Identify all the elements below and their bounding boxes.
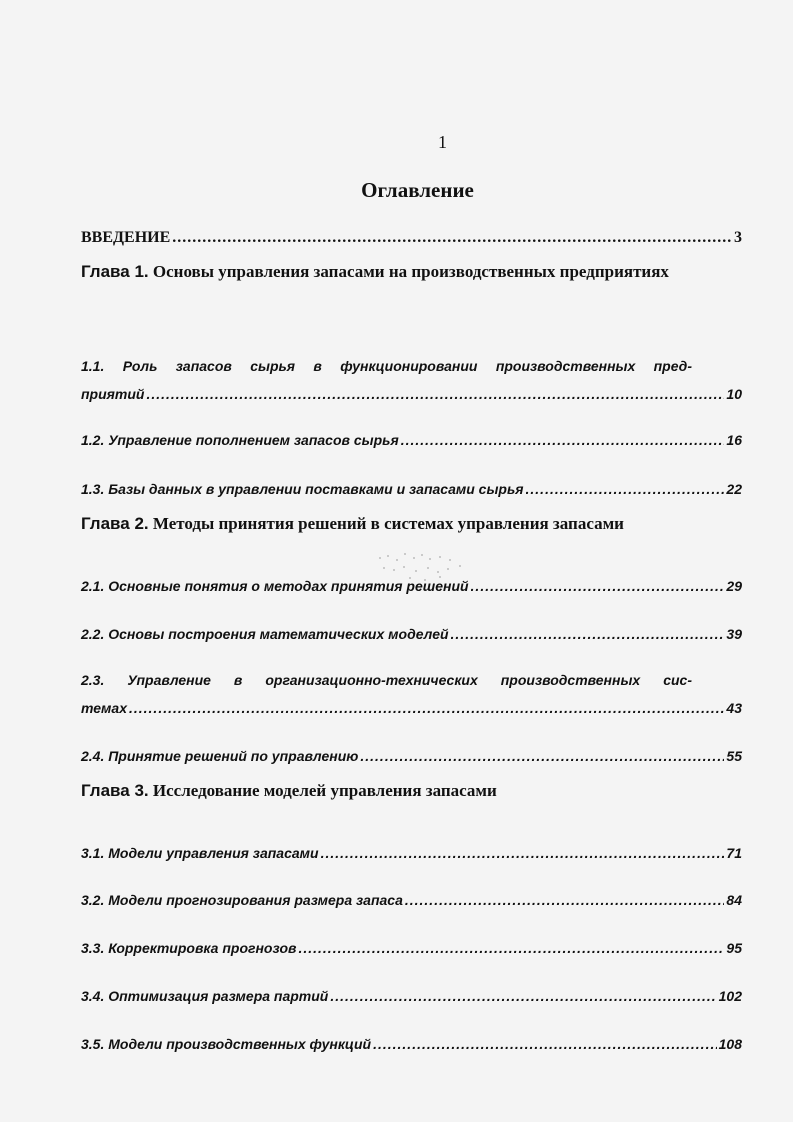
chapter-prefix: Глава 2.: [81, 514, 149, 533]
dot-leader: [298, 940, 724, 956]
toc-entry[interactable]: [81, 940, 742, 956]
toc-entry[interactable]: [81, 845, 742, 861]
toc-entry-page: 16: [726, 432, 742, 448]
toc-entry-page: 43: [726, 700, 742, 716]
toc-entry-label: 3.2. Модели прогнозирования размера запаса: [81, 892, 403, 908]
toc-entry-page: 95: [726, 940, 742, 956]
chapter-title: Исследование моделей управления запасами: [152, 781, 497, 800]
toc-entry[interactable]: [81, 358, 742, 402]
toc-entry-label: 3.3. Корректировка прогнозов: [81, 940, 297, 956]
chapter-prefix: Глава 3.: [81, 781, 149, 800]
chapter-heading[interactable]: [81, 255, 692, 289]
toc-entry-page: 84: [726, 892, 742, 908]
toc-entry-label-line1: 1.1. Роль запасов сырья в функционировании производственных пред-: [81, 358, 692, 374]
toc-entry-page: 39: [726, 626, 742, 642]
dot-leader: [360, 748, 724, 764]
toc-entry-label-line1: 2.3. Управление в организационно-технических производственных сис-: [81, 672, 692, 688]
toc-entry-page: 102: [718, 988, 742, 1004]
page-number: 1: [438, 132, 447, 152]
toc-entry-label: 3.1. Модели управления запасами: [81, 845, 319, 861]
dot-leader: [172, 229, 732, 247]
dot-leader: [373, 1036, 717, 1052]
toc-entry-label: 2.4. Принятие решений по управлению: [81, 748, 359, 764]
dot-leader: [405, 892, 725, 908]
toc-entry-label: 2.1. Основные понятия о методах принятия решений: [81, 578, 469, 594]
toc-entry[interactable]: [81, 626, 742, 642]
toc-entry-label: 3.5. Модели производственных функций: [81, 1036, 372, 1052]
toc-entry-label-line2: темах: [81, 700, 127, 716]
chapter-prefix: Глава 1.: [81, 262, 149, 281]
toc-entry-label: 1.2. Управление пополнением запасов сырья: [81, 432, 399, 448]
chapter-title: Основы управления запасами на производственных предприятиях: [152, 262, 669, 281]
toc-entry[interactable]: [81, 672, 742, 716]
toc-entry[interactable]: [81, 432, 742, 448]
dot-leader: [330, 988, 716, 1004]
toc-entry[interactable]: [81, 481, 742, 497]
toc-entry-page: 10: [726, 386, 742, 402]
toc-entry-page: 108: [718, 1036, 742, 1052]
dot-leader: [526, 481, 725, 497]
toc-entry[interactable]: [81, 578, 742, 594]
toc-entry-label: 3.4. Оптимизация размера партий: [81, 988, 329, 1004]
toc-entry-page: 71: [726, 845, 742, 861]
toc-entry-intro[interactable]: [81, 229, 742, 247]
page-title: Оглавление: [361, 178, 474, 202]
toc-entry-label: 1.3. Базы данных в управлении поставками и запасами сырья: [81, 481, 524, 497]
toc-entry[interactable]: [81, 748, 742, 764]
toc-entry-page: 55: [726, 748, 742, 764]
dot-leader: [129, 700, 724, 716]
chapter-heading[interactable]: [81, 774, 742, 808]
toc-entry-page: 29: [726, 578, 742, 594]
toc-entry-page: 22: [726, 481, 742, 497]
dot-leader: [401, 432, 725, 448]
toc-entry-label-line2: приятий: [81, 386, 145, 402]
toc-entry-label: ВВЕДЕНИЕ: [81, 229, 171, 246]
toc-entry[interactable]: [81, 988, 742, 1004]
dot-leader: [146, 386, 724, 402]
dot-leader: [471, 578, 725, 594]
toc-entry-page: 3: [734, 229, 742, 246]
toc-entry-label: 2.2. Основы построения математических моделей: [81, 626, 449, 642]
dot-leader: [321, 845, 725, 861]
chapter-title: Методы принятия решений в системах управления запасами: [152, 514, 624, 533]
toc-entry[interactable]: [81, 892, 742, 908]
chapter-heading[interactable]: [81, 507, 742, 541]
dot-leader: [451, 626, 725, 642]
toc-entry[interactable]: [81, 1036, 742, 1052]
